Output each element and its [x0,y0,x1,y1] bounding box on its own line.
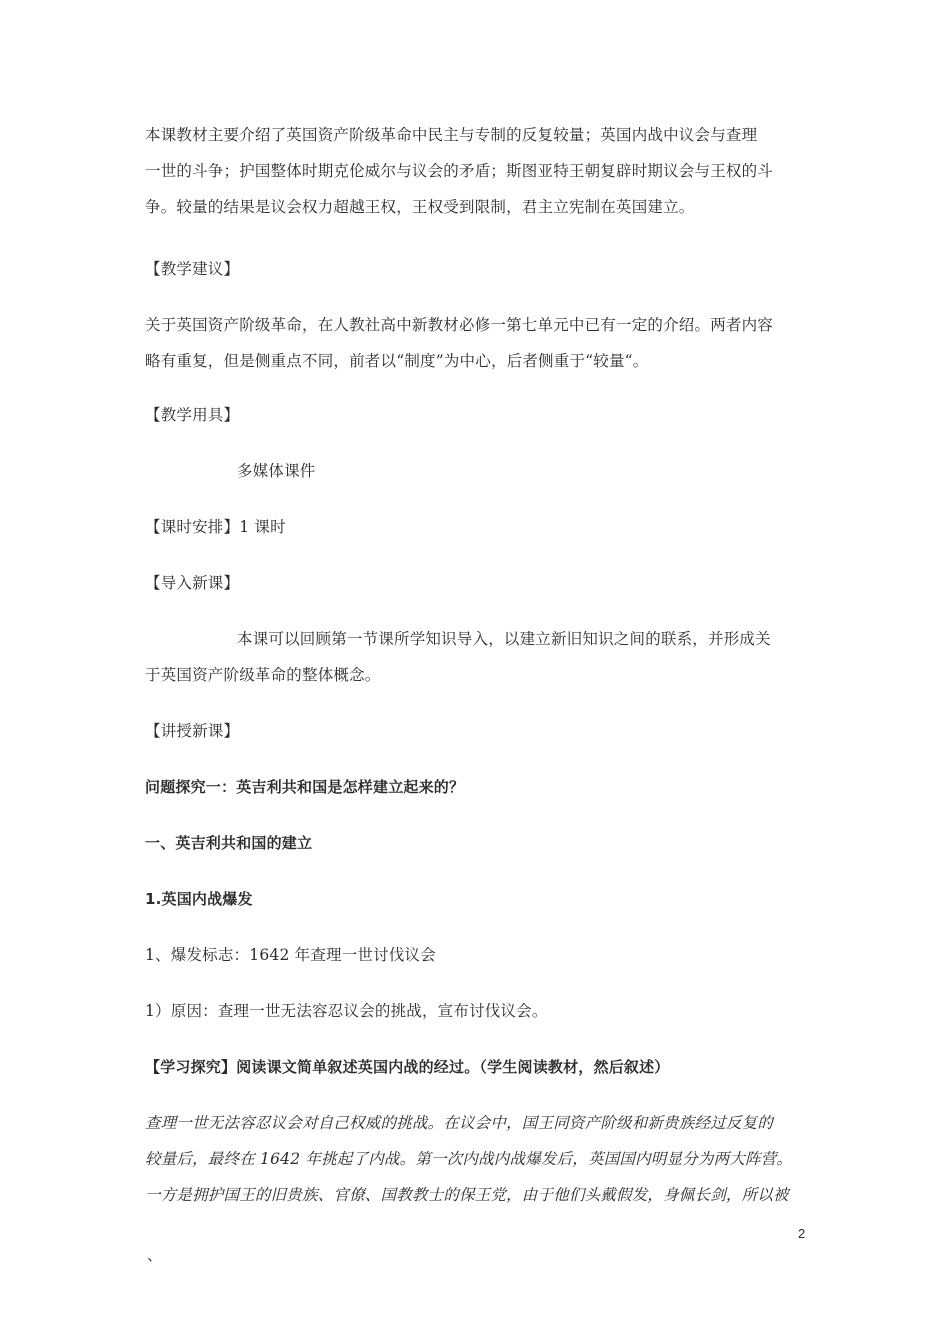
intro-new-paragraph [145,621,813,693]
page-number: 2 [798,1226,806,1241]
intro-line: 本课教材主要介绍了英国资产阶级革命中民主与专制的反复较量；英国内战中议会与查理 [145,126,758,144]
intro-line: 一世的斗争；护国整体时期克伦威尔与议会的矛盾；斯图亚特王朝复辟时期议会与王权的斗 [145,162,774,180]
intro-line: 争。较量的结果是议会权力超越王权，王权受到限制，君主立宪制在英国建立。 [145,198,695,216]
teaching-advice-heading: 【教学建议】 [145,260,240,278]
section-heading: 一、英吉利共和国的建立 [145,834,313,852]
intro-new-line: 于英国资产阶级革命的整体概念。 [145,666,381,684]
intro-new-line: 本课可以回顾第一节课所学知识导入，以建立新旧知识之间的联系，并形成关 [237,630,771,648]
teaching-advice-line: 关于英国资产阶级革命，在人教社高中新教材必修一第七单元中已有一定的介绍。两者内容 [145,316,774,334]
teaching-tools-content: 多媒体课件 [237,462,316,480]
intro-new-heading: 【导入新课】 [145,574,240,592]
question-heading: 问题探究一：英吉利共和国是怎样建立起来的？ [145,778,465,796]
lecture-heading: 【讲授新课】 [145,722,240,740]
learning-explore: 【学习探究】阅读课文简单叙述英国内战的经过。（学生阅读教材，然后叙述） [145,1058,670,1076]
point-cause: 1）原因：查理一世无法容忍议会的挑战，宣布讨伐议会。 [145,1002,548,1020]
narrative-line: 查理一世无法容忍议会对自己权威的挑战。在议会中，国王同资产阶级和新贵族经过反复的 [145,1114,774,1132]
point-outbreak-sign: 1、爆发标志：1642 年查理一世讨伐议会 [145,946,436,964]
narrative-paragraph [145,1105,813,1213]
teaching-advice-line: 略有重复，但是侧重点不同，前者以“制度”为中心，后者侧重于“较量“。 [145,352,649,370]
intro-paragraph [145,117,813,225]
class-schedule: 【课时安排】1 课时 [145,518,286,536]
subsection-heading: 1.英国内战爆发 [145,890,253,908]
footer-mark: 、 [147,1246,163,1264]
teaching-tools-heading: 【教学用具】 [145,406,240,424]
narrative-line: 较量后，最终在 1642 年挑起了内战。第一次内战内战爆发后，英国国内明显分为两大阵营。 [145,1150,793,1168]
teaching-advice-paragraph [145,307,813,379]
narrative-line: 一方是拥护国王的旧贵族、官僚、国教教士的保王党，由于他们头戴假发，身佩长剑，所以被 [145,1186,789,1204]
